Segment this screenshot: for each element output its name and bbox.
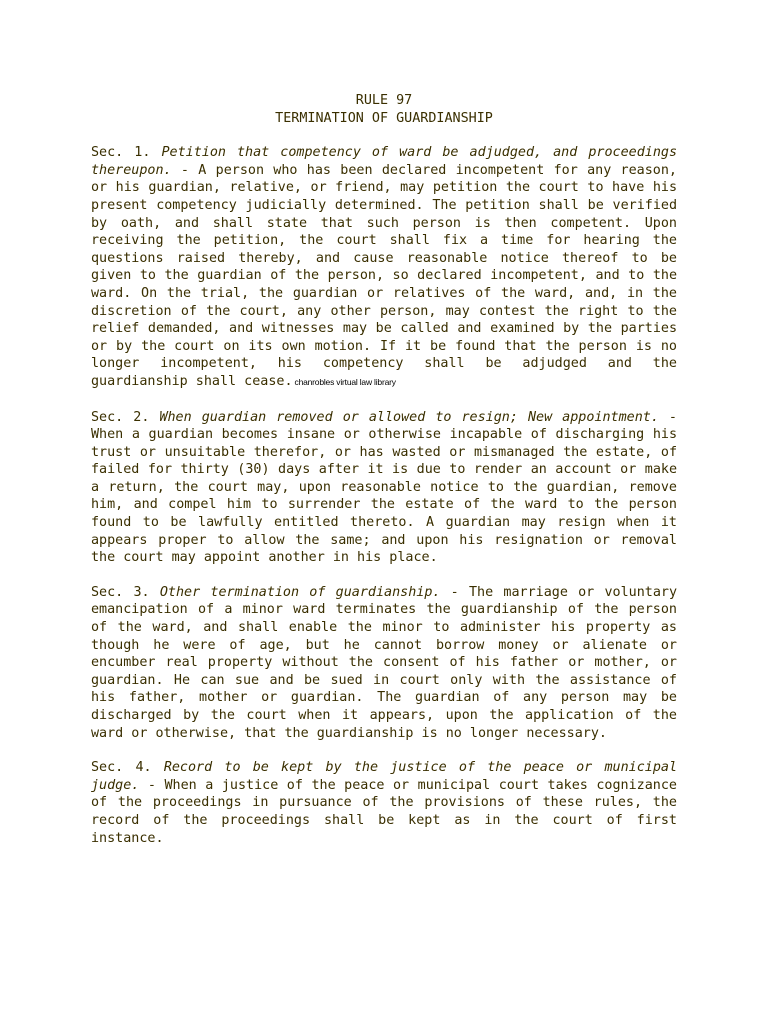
rule-number: RULE 97 (355, 93, 413, 108)
document-page (91, 92, 677, 864)
section-2-label: Sec. 2. (91, 409, 150, 425)
section-1-heading: Petition that competency of ward be adjudged, and proceedings thereupon. (91, 145, 678, 178)
section-4-heading: Record to be kept by the justice of the peace or municipal judge. (91, 760, 678, 793)
section-3-label: Sec. 3. (91, 584, 150, 600)
section-1 (91, 144, 677, 391)
rule-title-block (91, 92, 677, 127)
section-2-body: - When a guardian becomes insane or otherwise incapable of discharging his trust or unsuitable therefor, or has wasted or mismanaged the estate, of failed for thirty (30) days after it is due to render an account or make a return, the court may, upon reasonable notice to the guardian, remove him, and compel him to surrender the estate of the ward to the person found to be lawfully entitled thereto. A guardian may resign when it appears proper to allow the same; and upon his resignation or removal the court may appoint another in his place. (91, 409, 677, 566)
section-1-label: Sec. 1. (91, 145, 151, 161)
section-4-body: - When a justice of the peace or municipal court takes cognizance of the proceedings in pursuance of the provisions of these rules, the record of the proceedings shall be kept as in the court of first instance. (91, 777, 677, 846)
watermark-text: chanrobles virtual law library (294, 376, 396, 387)
section-3 (91, 584, 677, 742)
section-2-heading: When guardian removed or allowed to resign; New appointment. (159, 409, 659, 425)
section-2 (91, 409, 677, 567)
section-3-heading: Other termination of guardianship. (159, 584, 441, 600)
section-4 (91, 759, 677, 847)
section-3-body: - The marriage or voluntary emancipation of a minor ward terminates the guardianship of the person of the ward, and shall enable the minor to administer his property as though he were of age, but he cannot borrow money or alienate or encumber real property without the consent of his father or mother, or guardian. He can sue and be sued in court only with the assistance of his father, mother or guardian. The guardian of any person may be discharged by the court when it appears, upon the application of the ward or otherwise, that the guardianship is no longer necessary. (91, 584, 678, 741)
rule-name: TERMINATION OF GUARDIANSHIP (275, 110, 493, 126)
section-1-body: - A person who has been declared incompetent for any reason, or his guardian, relative, or friend, may petition the court to have his present competency judicially determined. The petition shall be verified by oath, and shall state that such person is then competent. Upon receiving the petition, the court shall fix a time for hearing the questions raised thereby, and cause reasonable notice thereof to be given to the guardian of the person, so declared incompetent, and to the ward. On the trial, the guardian or relatives of the ward, and, in the discretion of the court, any other person, may contest the right to the relief demanded, and witnesses may be called and examined by the parties or by the court on its own motion. If it be found that the person is no longer incompetent, his competency shall be adjudged and the guardianship shall cease. (91, 162, 677, 389)
section-4-label: Sec. 4. (91, 760, 152, 776)
